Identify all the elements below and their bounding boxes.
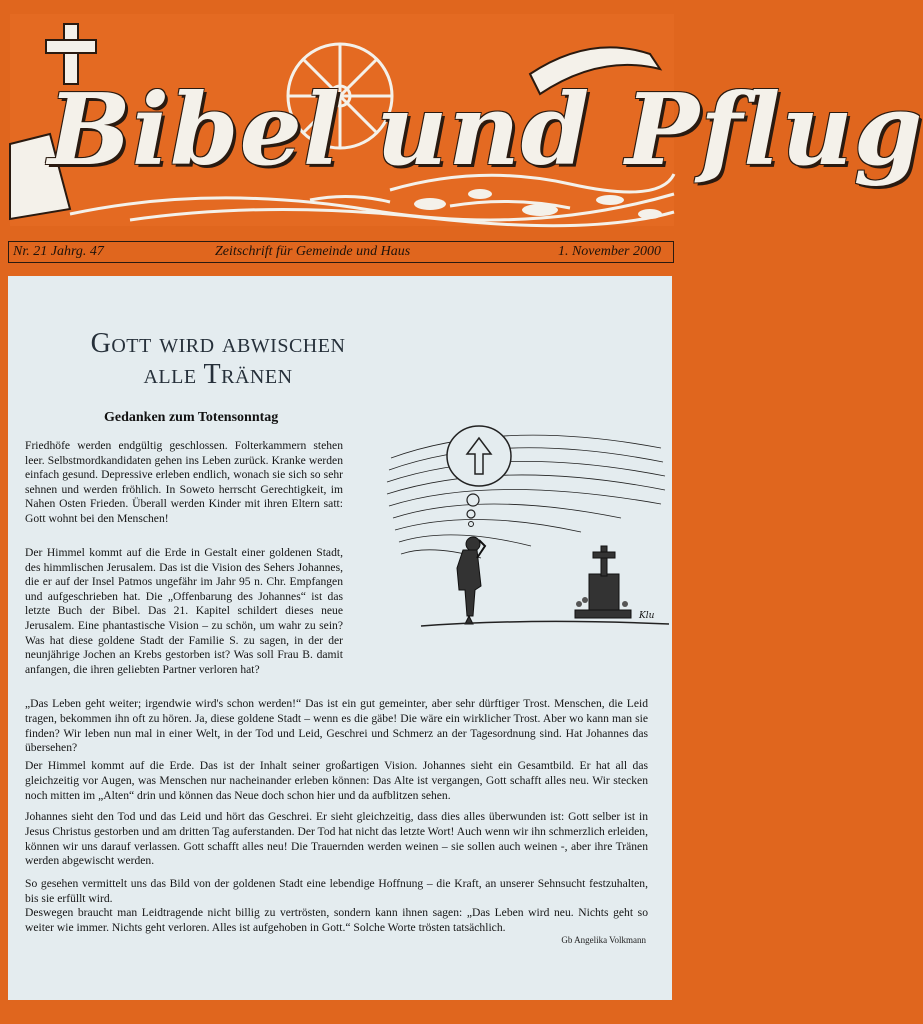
paragraph: So gesehen vermittelt uns das Bild von der goldenen Stadt eine lebendige Hoffnung – die Kraft, an unserer Sehnsucht festzuhalten, bis sie erfüllt wird. — [25, 877, 648, 905]
author-credit: Gb Angelika Volkmann — [561, 935, 646, 945]
artist-signature: Klu — [639, 611, 655, 621]
issue-number: Nr. 21 Jahrg. 47 — [13, 244, 104, 259]
paragraph: Der Himmel kommt auf die Erde. Das ist der Inhalt seiner großartigen Vision. Johannes sieht ein Gesamtbild. Er hat all das gleichzeitig vor Augen, was Menschen nur nacheinander erleben können: Das Alte ist vergangen, Gott schafft alles neu. Wir stecken noch mitten im „Alten“ drin und können das Neue doch schon hier und da aufblitzen sehen. — [25, 759, 648, 802]
headline-line-1: Gott wird abwischen — [90, 328, 346, 359]
thought-bubble-icon — [447, 426, 511, 527]
sky-hatching-icon — [387, 435, 665, 558]
article-page — [8, 276, 672, 1000]
mourner-illustration — [381, 418, 671, 640]
paragraph: „Das Leben geht weiter; irgendwie wird's schon werden!“ Das ist ein gut gemeinter, aber sehr dürftiger Trost. Menschen, die Leid tragen, bekommen ihn oft zu hören. Ja, diese goldene Stadt – wenn es die gäbe! Die wäre ein wirklicher Trost. Aber wo kann man sie finden? Wir leben nun mal in einer Welt, in der Tod und Leid, Geschrei und Schmerz an der Tagesordnung sind. Hat Johannes das übersehen? — [25, 697, 648, 755]
mourner-figure-icon — [457, 537, 485, 624]
paragraph: Friedhöfe werden endgültig geschlossen. Folterkammern stehen leer. Selbstmordkandidaten gehen ins Leben zurück. Kranke werden einfach gesund. Depressive erleben endlich, wonach sie sich so sehr sehnen und werden fröhlich. In Soweto herrscht Gerechtigkeit, im Nahen Osten Frieden. Überall werden Kinder mit ihren Eltern satt: Gott wohnt bei den Menschen! — [25, 439, 343, 525]
paragraph: Deswegen braucht man Leidtragende nicht billig zu vertrösten, sondern kann ihnen sagen: „Das Leben wird neu. Nichts geht so weiter wie immer. Nichts geht verloren. Alles ist aufgehoben in Gott.“ Solche Worte trösten tatsächlich. — [25, 906, 648, 934]
paragraph: Johannes sieht den Tod und das Leid und hört das Geschrei. Er sieht gleichzeitig, dass dies alles überwunden ist: Gott selber ist in Jesus Christus gestorben und am dritten Tag auferstanden. Der Tod hat nicht das letzte Wort! Auch wenn wir ihn schmerzlich erleiden, können wir uns darauf verlassen. Gott schafft alles neu! Die Trauernden werden weinen – sie sollen auch weinen -, aber ihre Tränen werden abgewischt werden. — [25, 810, 648, 868]
headline-line-2: alle Tränen — [143, 359, 293, 390]
masthead — [10, 14, 923, 226]
article-subheadline: Gedanken zum Totensonntag — [104, 410, 279, 425]
article-headline — [28, 328, 408, 390]
magazine-subtitle: Zeitschrift für Gemeinde und Haus — [215, 244, 411, 259]
issue-info-bar — [8, 241, 674, 263]
ground-line — [421, 621, 669, 626]
grave-cross-icon — [575, 546, 631, 618]
paragraph: Der Himmel kommt auf die Erde in Gestalt einer goldenen Stadt, des himmlischen Jerusalem. Das ist die Vision des Sehers Johannes, die er auf der Insel Patmos ungefähr im Jahr 95 n. Chr. Empfangen und aufgeschrieben hat. Die „Offenbarung des Johannes“ ist das letzte Buch der Bibel. Das 21. Kapitel schildert dieses neue Jerusalem. Eine phantastische Vision – zu schön, um wahr zu sein? Was hat diese goldene Stadt der Familie S. zu sagen, in der der neunjährige Jochen an Krebs gestorben ist? Was soll Frau B. damit anfangen, die ihren geliebten Partner verloren hat? — [25, 546, 343, 676]
issue-date: 1. November 2000 — [557, 244, 661, 259]
masthead-title: Bibel und Pflug — [48, 73, 923, 188]
